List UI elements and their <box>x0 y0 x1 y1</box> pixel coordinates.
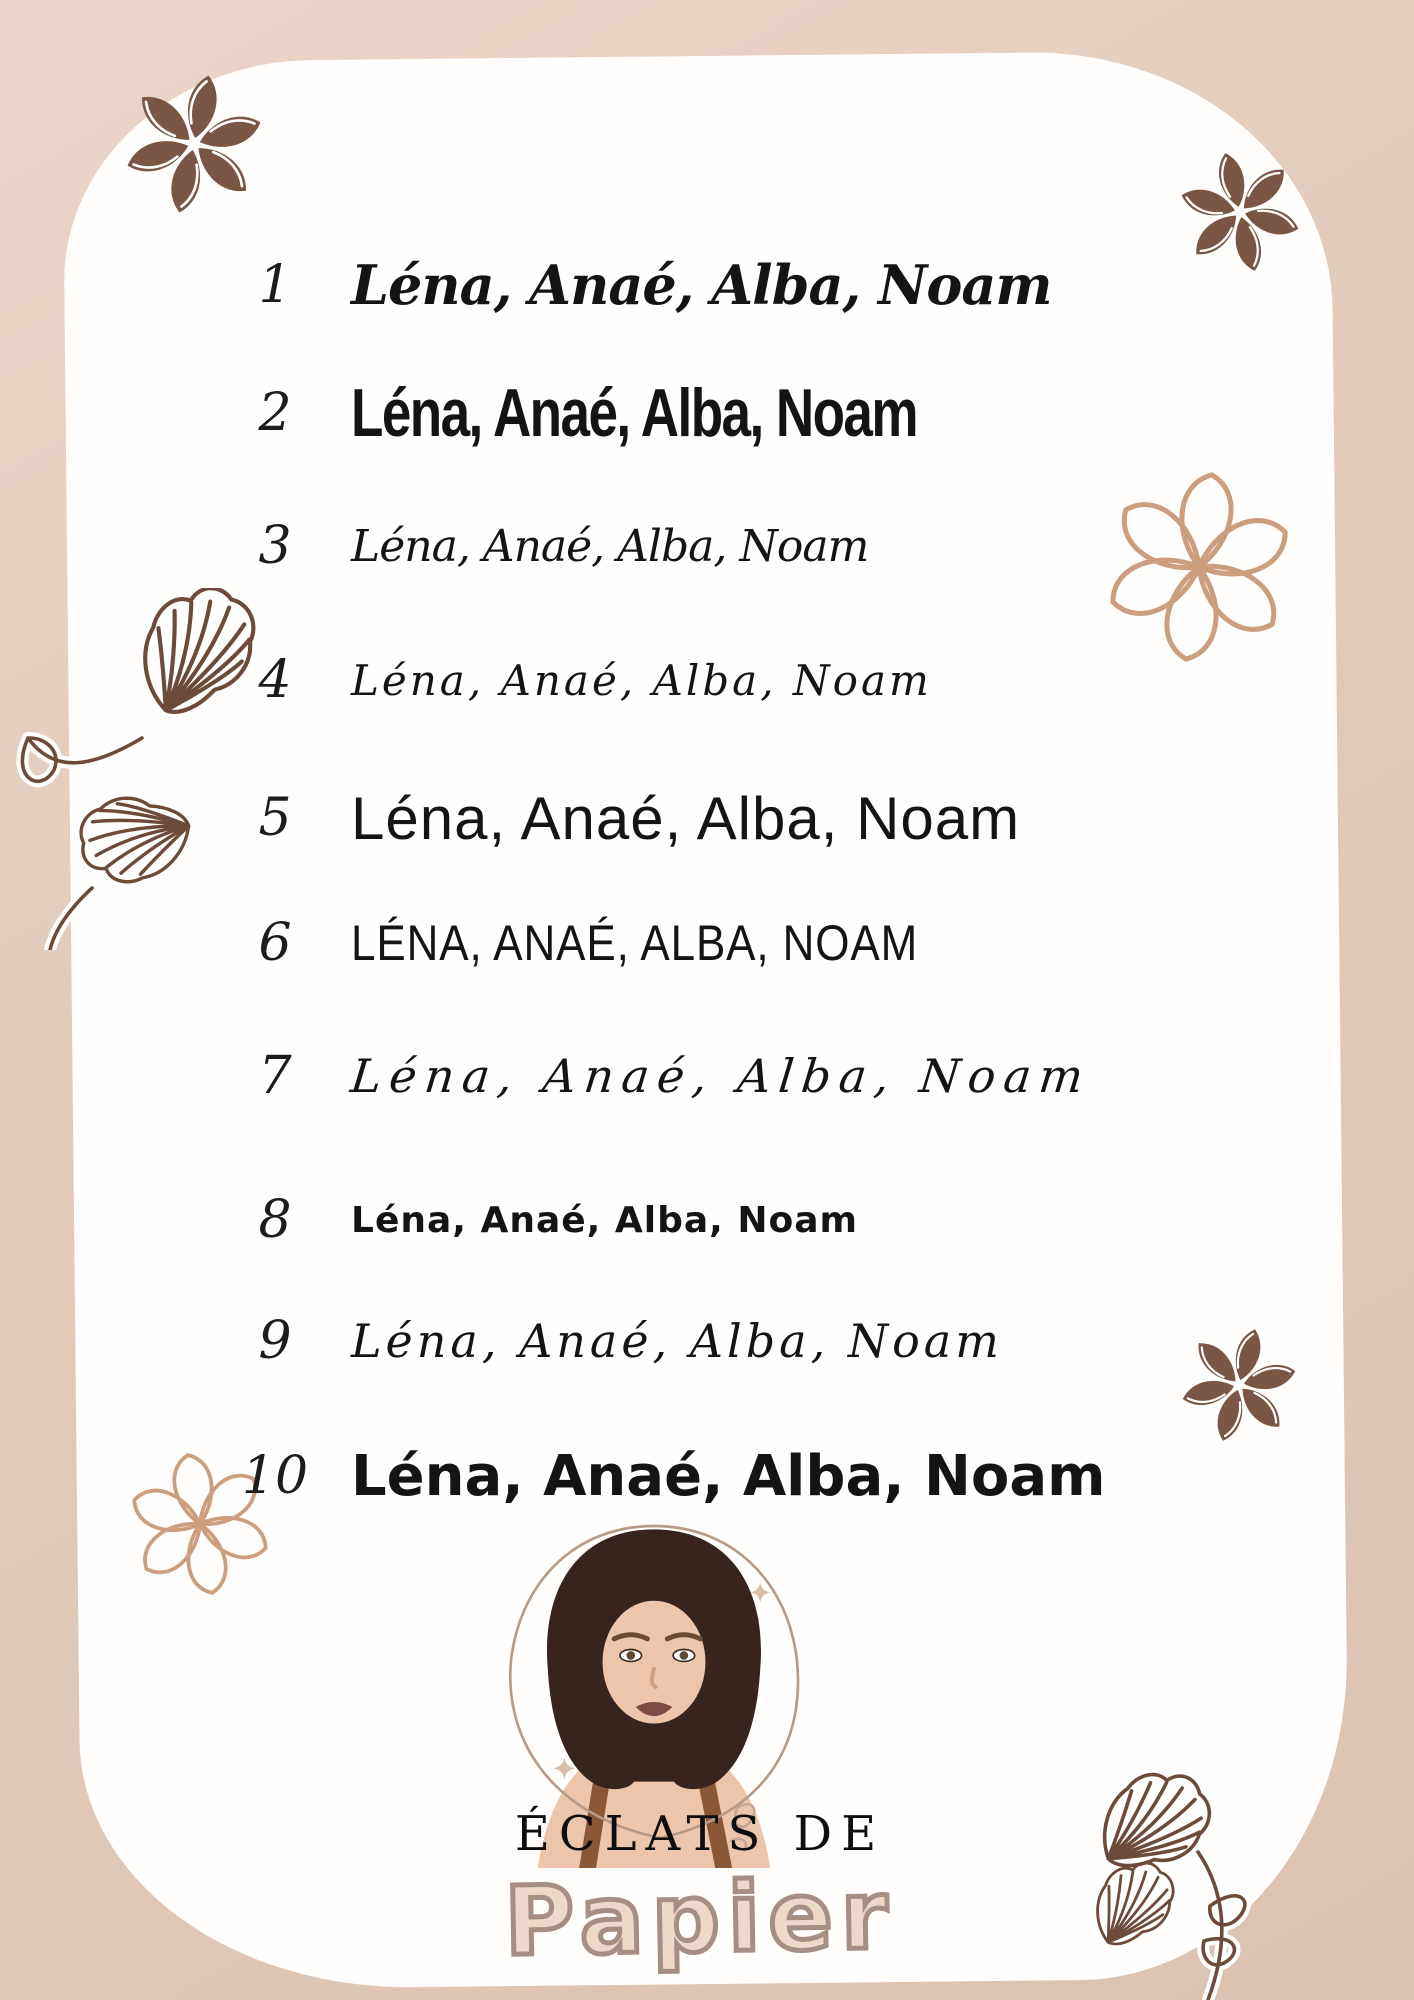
font-sample-text: Léna, Anaé, Alba, Noam <box>351 253 1052 317</box>
font-sample-row-1 <box>225 233 1255 337</box>
font-number: 8 <box>258 1190 292 1250</box>
font-number: 9 <box>258 1311 292 1371</box>
font-number: 4 <box>258 650 292 710</box>
leaf-branch-icon <box>1076 1756 1304 2000</box>
font-number: 5 <box>258 788 292 848</box>
font-sample-text: LÉNA, ANAÉ, ALBA, NOAM <box>351 915 919 971</box>
brand-title: ÉCLATS DE <box>514 1806 886 1862</box>
font-sample-row-5 <box>225 766 1255 870</box>
font-sample-text: Léna, Anaé, Alba, Noam <box>351 1199 859 1241</box>
font-sample-text: Léna, Anaé, Alba, Noam <box>351 1443 1106 1509</box>
font-sample-text: Léna, Anaé, Alba, Noam <box>351 1314 1003 1368</box>
font-number: 3 <box>258 516 292 576</box>
font-sample-text: Léna, Anaé, Alba, Noam <box>351 784 1021 852</box>
font-sample-row-4 <box>225 628 1255 732</box>
font-sample-row-6 <box>225 891 1255 995</box>
flower-solid-icon <box>104 54 284 234</box>
font-sample-row-2 <box>225 361 1255 465</box>
font-sample-text: Léna, Anaé, Alba, Noam <box>351 655 932 705</box>
font-number: 1 <box>258 255 292 315</box>
font-sample-text: Léna, Anaé, Alba, Noam <box>351 520 869 572</box>
brand-subtitle: Papier <box>503 1860 897 1978</box>
font-sample-row-10 <box>225 1424 1255 1528</box>
font-sample-text: Léna, Anaé, Alba, Noam <box>351 375 917 451</box>
font-number: 6 <box>258 913 292 973</box>
font-sample-row-3 <box>225 494 1255 598</box>
font-sample-text: Léna, Anaé, Alba, Noam <box>348 1049 1094 1103</box>
font-number: 10 <box>241 1446 309 1506</box>
font-sample-row-7 <box>225 1024 1255 1128</box>
brand-block <box>300 1806 1100 1978</box>
font-sample-row-9 <box>225 1289 1255 1393</box>
font-number: 7 <box>258 1046 292 1106</box>
font-sample-row-8 <box>225 1168 1255 1272</box>
font-number: 2 <box>258 383 292 443</box>
